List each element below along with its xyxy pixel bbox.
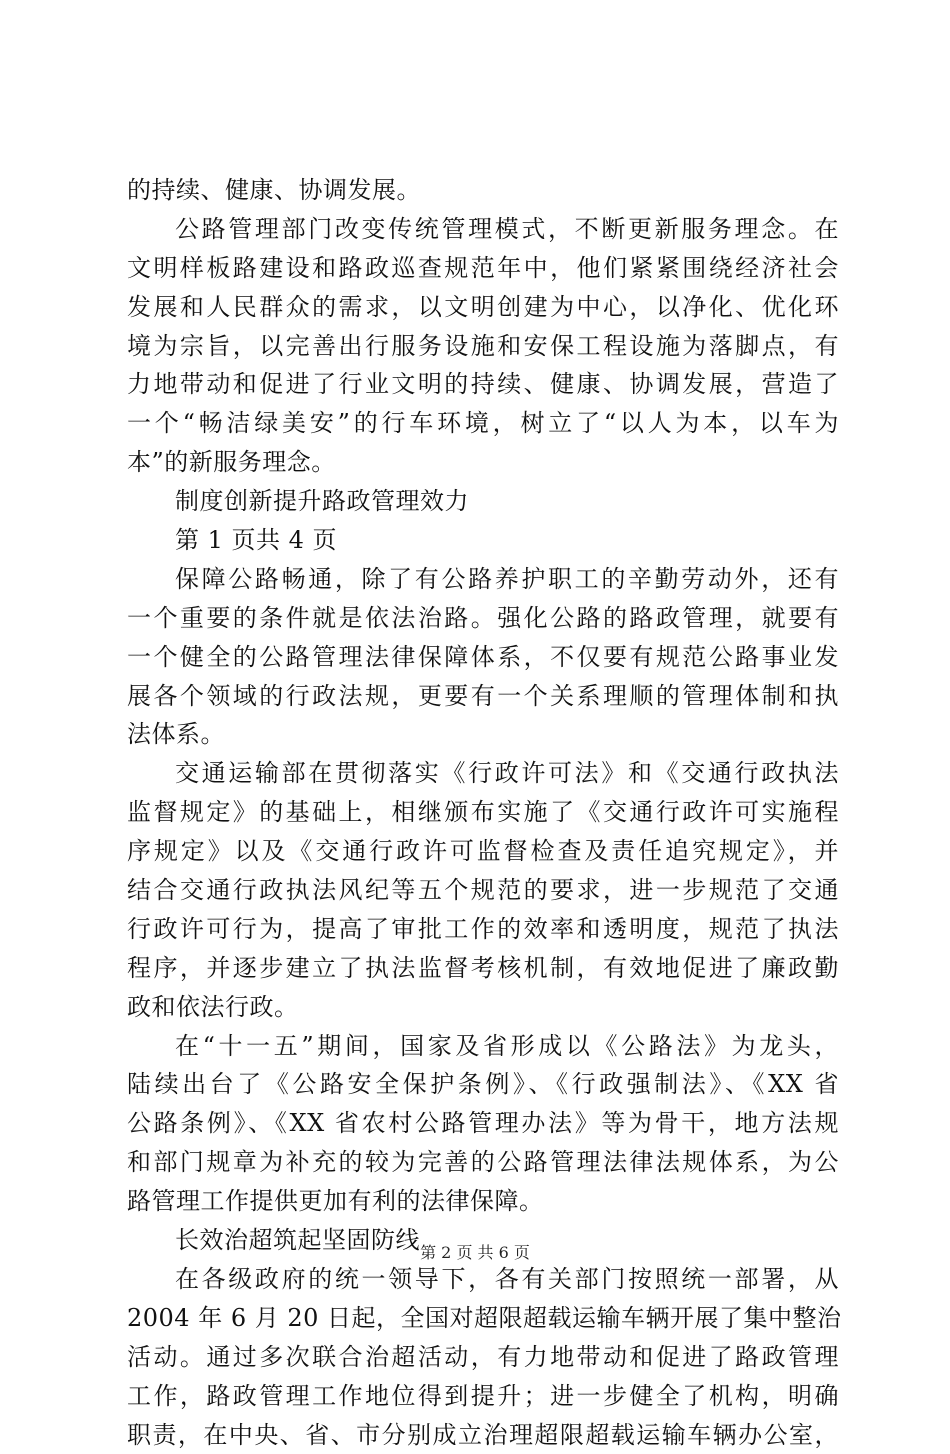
text-line: 活动。通过多次联合治超活动，有力地带动和促进了路政管理 [127,1338,839,1377]
text-line: 保障公路畅通，除了有公路养护职工的辛勤劳动外，还有 [127,560,839,599]
text-line: 程序，并逐步建立了执法监督考核机制，有效地促进了廉政勤 [127,949,839,988]
text-line: 陆续出台了《公路安全保护条例》、《行政强制法》、《XX 省 [127,1065,839,1104]
page-footer: 第 2 页 共 6 页 [0,1243,950,1263]
text-line: 工作，路政管理工作地位得到提升；进一步健全了机构，明确 [127,1377,839,1416]
text-line: 在各级政府的统一领导下，各有关部门按照统一部署，从 [127,1260,839,1299]
text-line: 行政许可行为，提高了审批工作的效率和透明度，规范了执法 [127,910,839,949]
text-line: 序规定》以及《交通行政许可监督检查及责任追究规定》，并 [127,832,839,871]
text-line: 一个健全的公路管理法律保障体系，不仅要有规范公路事业发 [127,638,839,677]
text-line: 文明样板路建设和路政巡查规范年中，他们紧紧围绕经济社会 [127,249,839,288]
text-line: 力地带动和促进了行业文明的持续、健康、协调发展，营造了 [127,365,839,404]
text-line: 监督规定》的基础上，相继颁布实施了《交通行政许可实施程 [127,793,839,832]
text-line: 路管理工作提供更加有利的法律保障。 [127,1182,839,1221]
text-line: 本”的新服务理念。 [127,443,839,482]
text-line: 结合交通行政执法风纪等五个规范的要求，进一步规范了交通 [127,871,839,910]
text-line: 一个“畅洁绿美安”的行车环境，树立了“以人为本，以车为 [127,404,839,443]
text-line: 一个重要的条件就是依法治路。强化公路的路政管理，就要有 [127,599,839,638]
text-line: 展各个领域的行政法规，更要有一个关系理顺的管理体制和执 [127,677,839,716]
text-line: 政和依法行政。 [127,988,839,1027]
section-heading: 长效治超筑起坚固防线 [127,1221,839,1260]
text-line: 公路管理部门改变传统管理模式，不断更新服务理念。在 [127,210,839,249]
text-line: 法体系。 [127,715,839,754]
text-line: 职责，在中央、省、市分别成立治理超限超载运输车辆办公室， [127,1416,839,1454]
text-line: 的持续、健康、协调发展。 [127,171,839,210]
text-line: 交通运输部在贯彻落实《行政许可法》和《交通行政执法 [127,754,839,793]
text-line: 在“十一五”期间，国家及省形成以《公路法》为龙头， [127,1027,839,1066]
text-line: 2004 年 6 月 20 日起，全国对超限超载运输车辆开展了集中整治 [127,1299,839,1338]
text-line: 公路条例》、《XX 省农村公路管理办法》等为骨干，地方法规 [127,1104,839,1143]
section-heading: 制度创新提升路政管理效力 [127,482,839,521]
text-line: 和部门规章为补充的较为完善的公路管理法律法规体系，为公 [127,1143,839,1182]
text-line: 发展和人民群众的需求，以文明创建为中心，以净化、优化环 [127,288,839,327]
text-line: 境为宗旨，以完善出行服务设施和安保工程设施为落脚点，有 [127,327,839,366]
page-marker: 第 1 页共 4 页 [127,521,839,560]
